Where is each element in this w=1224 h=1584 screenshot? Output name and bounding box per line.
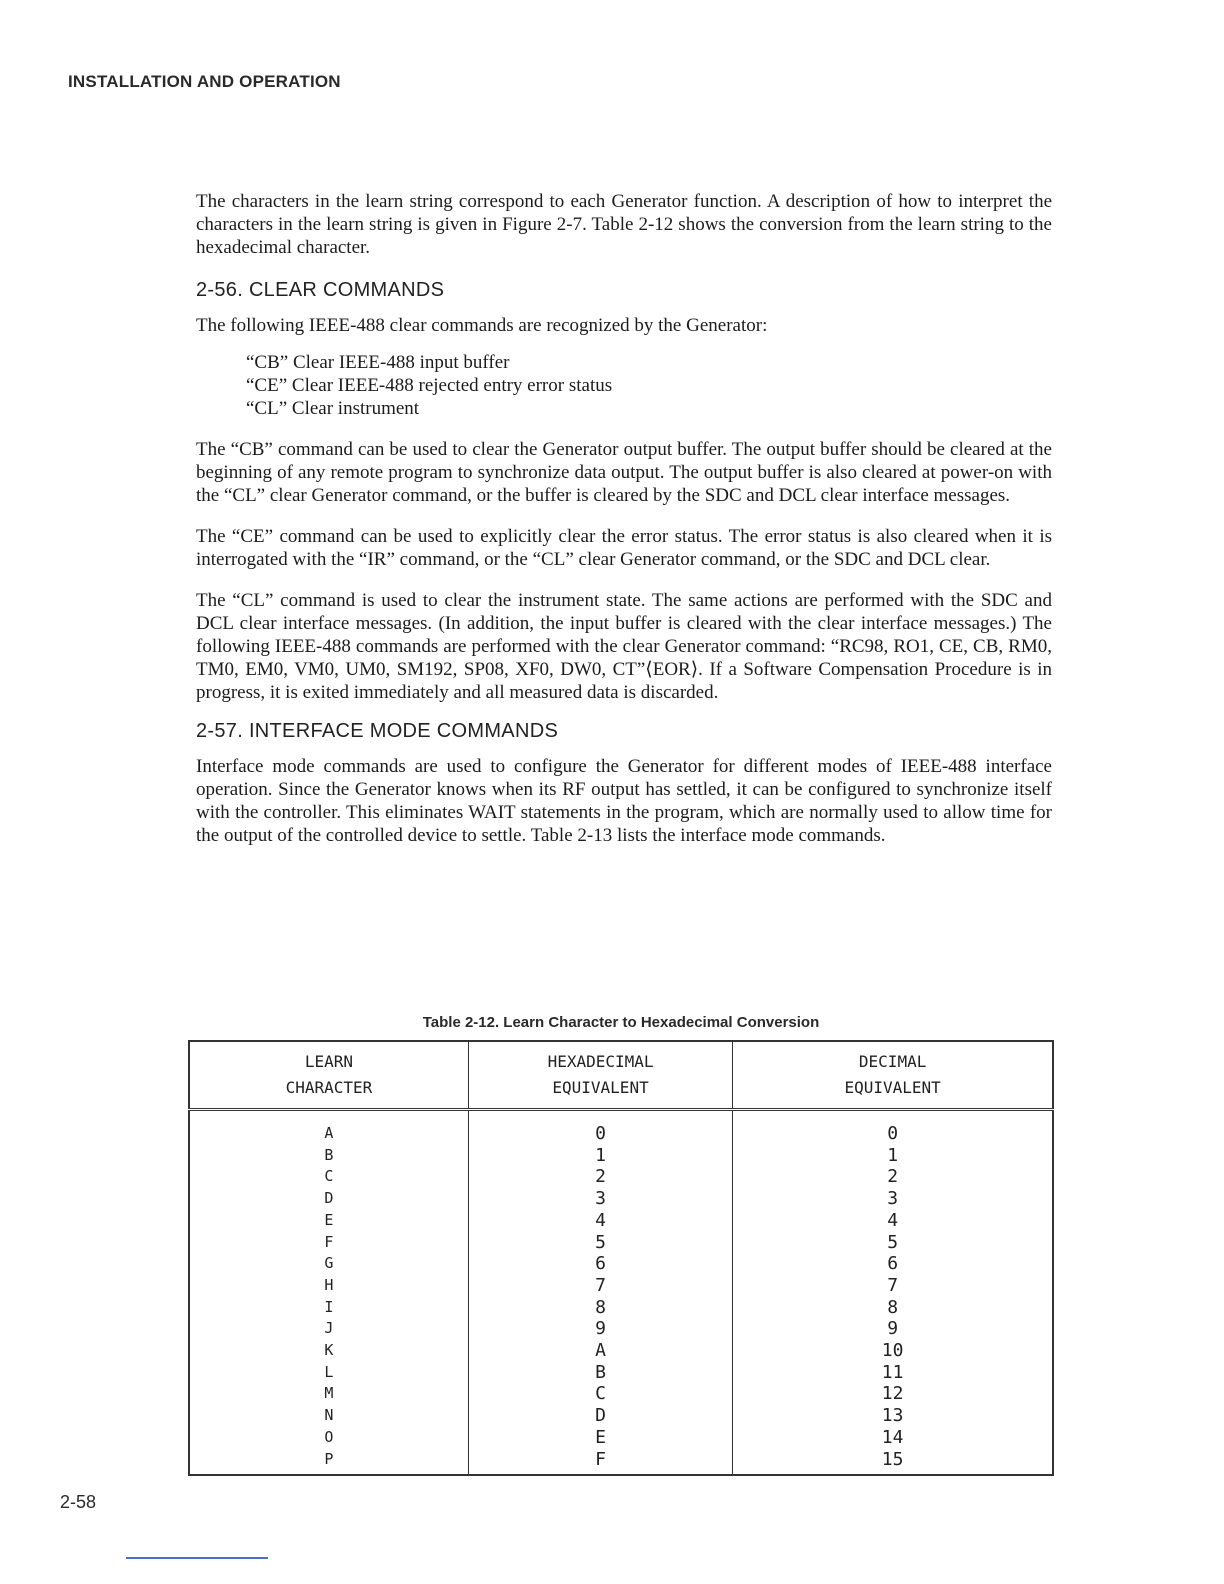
interface-mode-paragraph: Interface mode commands are used to configure the Generator for different modes of IEEE-488 interface operation. Since the Generator knows when its RF output has settled, it can be configured to synchronize itself with the controller. This eliminates WAIT statements in the program, which are normally used to allow time for the output of the controlled device to settle. Table 2-13 lists the interface mode commands.: [196, 756, 1052, 846]
learn-character-cell: N: [324, 1406, 334, 1425]
header-learn-character: LEARN CHARACTER: [189, 1041, 468, 1110]
decimal-value-cell: 13: [881, 1405, 904, 1427]
learn-character-column: [189, 1110, 468, 1476]
ce-paragraph: The “CE” command can be used to explicitly clear the error status. The error status is also cleared when it is interrogated with the “IR” command, or the “CL” clear Generator command, or the SDC and DCL clear.: [196, 526, 1052, 570]
hex-value-cell: 2: [595, 1166, 606, 1188]
decimal-value-cell: 10: [881, 1340, 904, 1362]
page-header: INSTALLATION AND OPERATION: [68, 72, 341, 91]
decimal-value-cell: 4: [887, 1209, 899, 1231]
decimal-value-cell: 5: [887, 1231, 899, 1253]
table-caption: Table 2-12. Learn Character to Hexadecimal Conversion: [422, 1014, 820, 1031]
clear-commands-list: [196, 351, 1052, 420]
learn-conversion-table: [188, 1040, 1054, 1476]
footer-rule: [126, 1557, 268, 1559]
table-header-row: [189, 1041, 1053, 1110]
learn-character-cell: E: [324, 1210, 334, 1229]
page-content: [196, 190, 1052, 847]
hex-value-cell: A: [595, 1340, 606, 1362]
decimal-value-cell: 7: [887, 1274, 899, 1296]
learn-character-cell: P: [324, 1449, 334, 1468]
decimal-value-cell: 0: [887, 1123, 899, 1144]
learn-character-cell: D: [324, 1189, 334, 1208]
hex-value-cell: 8: [595, 1296, 606, 1318]
section-heading-clear-commands: 2-56. CLEAR COMMANDS: [196, 279, 445, 301]
hex-value-cell: B: [595, 1361, 606, 1383]
learn-character-cell: G: [324, 1254, 334, 1273]
learn-character-cell: M: [324, 1384, 334, 1403]
learn-character-cell: K: [324, 1341, 334, 1360]
header-hexadecimal-equivalent: HEXADECIMAL EQUIVALENT: [468, 1041, 732, 1110]
command-cb: “CB” Clear IEEE-488 input buffer: [246, 352, 510, 373]
hex-value-cell: F: [595, 1448, 606, 1470]
cb-paragraph: The “CB” command can be used to clear the Generator output buffer. The output buffer should be cleared at the beginning of any remote program to synchronize data output. The output buffer is also cleared at power-on with the “CL” clear Generator command, or the buffer is cleared by the SDC and DCL clear interface messages.: [196, 439, 1052, 506]
hex-value-cell: 0: [595, 1123, 606, 1144]
decimal-value-cell: 11: [881, 1361, 904, 1383]
decimal-value-cell: 14: [881, 1426, 904, 1448]
page-number: 2-58: [60, 1492, 97, 1512]
hex-value-cell: 3: [595, 1188, 606, 1210]
decimal-value-cell: 3: [887, 1188, 899, 1210]
learn-character-cell: A: [324, 1124, 334, 1142]
learn-character-cell: H: [324, 1275, 334, 1294]
decimal-value-cell: 12: [881, 1383, 904, 1405]
learn-character-cell: F: [324, 1232, 334, 1251]
hex-value-cell: 7: [595, 1274, 606, 1296]
clear-commands-lead: The following IEEE-488 clear commands are recognized by the Generator:: [196, 315, 768, 336]
decimal-value-cell: 6: [887, 1253, 899, 1275]
hexadecimal-column: [468, 1110, 732, 1476]
learn-character-cell: C: [324, 1167, 334, 1186]
learn-character-cell: B: [324, 1145, 334, 1164]
decimal-value-cell: 9: [887, 1318, 899, 1340]
learn-character-cell: J: [324, 1319, 334, 1338]
decimal-value-cell: 2: [887, 1166, 899, 1188]
learn-character-cell: I: [324, 1297, 334, 1316]
decimal-value-cell: 1: [887, 1144, 899, 1166]
hex-value-cell: 4: [595, 1209, 606, 1231]
hex-value-cell: 6: [595, 1253, 606, 1275]
learn-character-cell: L: [324, 1362, 334, 1381]
decimal-column: [733, 1110, 1053, 1476]
cl-paragraph: The “CL” command is used to clear the instrument state. The same actions are performed with the SDC and DCL clear interface messages. (In addition, the input buffer is cleared with the clear interface messages.) The following IEEE-488 commands are performed with the clear Generator command: “RC98, RO1, CE, CB, RM0, TM0, EM0, VM0, UM0, SM192, SP08, XF0, DW0, CT”⟨EOR⟩. If a Software Compensation Procedure is in progress, it is exited immediately and all measured data is discarded.: [196, 590, 1052, 703]
header-decimal-equivalent: DECIMAL EQUIVALENT: [733, 1041, 1053, 1110]
command-cl: “CL” Clear instrument: [246, 398, 420, 419]
hex-value-cell: 5: [595, 1231, 606, 1253]
section-heading-interface-mode: 2-57. INTERFACE MODE COMMANDS: [196, 720, 559, 742]
table-body-row: [189, 1110, 1053, 1476]
hex-value-cell: 9: [595, 1318, 606, 1340]
intro-paragraph: The characters in the learn string correspond to each Generator function. A description of how to interpret the characters in the learn string is given in Figure 2-7. Table 2-12 shows the conversion from the learn string to the hexadecimal character.: [196, 191, 1052, 258]
decimal-value-cell: 15: [881, 1448, 904, 1470]
hex-value-cell: 1: [595, 1144, 606, 1166]
learn-character-cell: O: [324, 1427, 334, 1446]
hex-value-cell: C: [595, 1383, 606, 1405]
decimal-value-cell: 8: [887, 1296, 899, 1318]
command-ce: “CE” Clear IEEE-488 rejected entry error status: [246, 375, 613, 396]
hex-value-cell: D: [595, 1405, 606, 1427]
hex-value-cell: E: [595, 1426, 606, 1448]
